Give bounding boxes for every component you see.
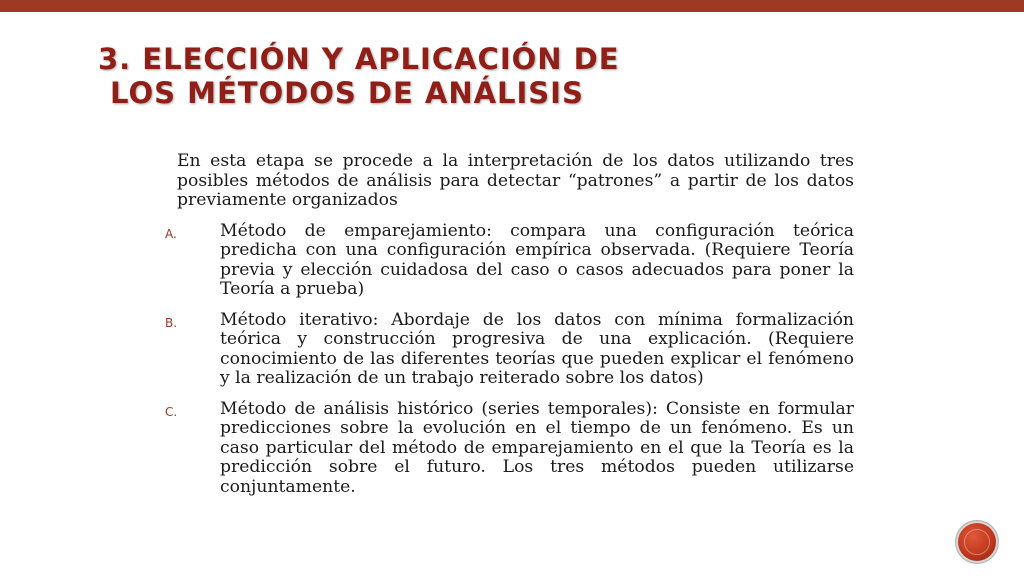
slide-title-line-1: 3. ELECCIÓN Y APLICACIÓN DE [98, 42, 620, 76]
slide-body [165, 151, 855, 508]
red-circle-icon [958, 523, 996, 561]
list-item-c [165, 398, 854, 498]
intro-paragraph: En esta etapa se procede a la interpretación de los datos utilizando tres posibles métodos de análisis para detectar “patrones” a partir de los datos previamente organizados [177, 151, 854, 210]
slide-title-line-2: LOS MÉTODOS DE ANÁLISIS [110, 76, 584, 110]
list-marker-a: A. [165, 226, 177, 241]
list-item-b [165, 309, 854, 389]
method-term: Método de emparejamiento [220, 220, 487, 241]
slide-title [98, 42, 798, 110]
list-item-a [165, 220, 855, 300]
list-item-text [220, 222, 854, 300]
method-description: : Consiste en formular predicciones sobre la evolución en el tiempo de un fenómeno. Es un caso particular del método de emparejamiento en el que la Teoría es la predicción sobre el futuro. Los tres métodos pueden utilizarse conjuntamente. [220, 398, 854, 497]
method-description: : Abordaje de los datos con mínima formalización teórica y construcción progresiva de una explicación. (Requiere conocimiento de las diferentes teorías que pueden explicar el fenómeno y la realización de un trabajo reiterado sobre los datos) [220, 309, 854, 388]
list-item-text [220, 311, 854, 389]
method-term: Método de análisis histórico (series temporales) [220, 398, 653, 419]
method-description: : compara una configuración teórica predicha con una configuración empírica observada. (Requiere Teoría previa y elección cuidadosa del caso o casos adecuados para poner la Teoría a prueba) [220, 220, 855, 299]
top-accent-band [0, 0, 1024, 12]
method-term: Método iterativo [220, 309, 373, 330]
list-item-text [220, 400, 854, 498]
list-marker-b: B. [165, 315, 178, 330]
list-marker-c: C. [165, 404, 178, 419]
